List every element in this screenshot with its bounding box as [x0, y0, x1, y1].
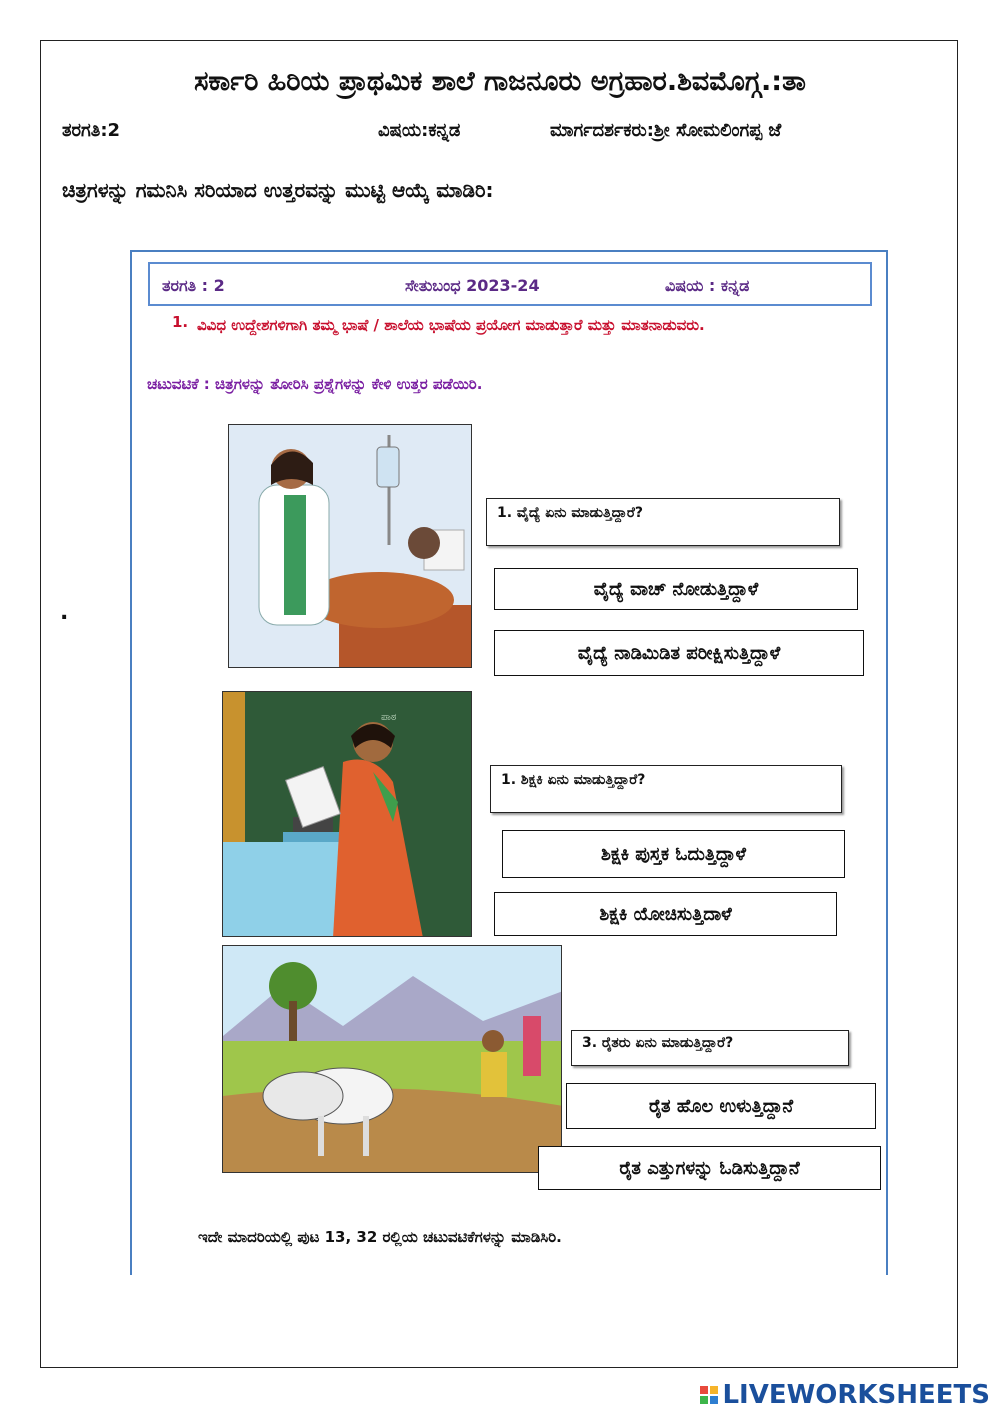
inner-frame-left [130, 250, 132, 1275]
option-teacher-reading[interactable]: ಶಿಕ್ಷಕಿ ಪುಸ್ತಕ ಓದುತ್ತಿದ್ದಾಳೆ [502, 830, 845, 878]
subject-label: ವಿಷಯ:ಕನ್ನಡ [378, 120, 461, 141]
inner-grade: ತರಗತಿ : 2 [162, 276, 225, 295]
option-farmer-ploughing[interactable]: ರೈತ ಹೊಲ ಉಳುತ್ತಿದ್ದಾನೆ [566, 1083, 876, 1129]
doctor-illustration [228, 424, 472, 668]
question-3: 3. ರೈತರು ಏನು ಮಾಡುತ್ತಿದ್ದಾರೆ? [571, 1030, 849, 1066]
board-word: ಪಾಠ [381, 712, 397, 723]
grade-label: ತರಗತಿ:2 [62, 120, 121, 141]
brand-mark-icon [700, 1386, 718, 1404]
instruction-text: ಚಿತ್ರಗಳನ್ನು ಗಮನಿಸಿ ಸರಿಯಾದ ಉತ್ತರವನ್ನು ಮುಟ್ಟಿ ಆಯ್ಕೆ ಮಾಡಿರಿ: [62, 178, 494, 202]
farmer-illustration [222, 945, 562, 1173]
inner-frame-top [130, 250, 888, 252]
objective-number: 1. [172, 313, 189, 331]
teacher-illustration [222, 691, 472, 937]
school-title: ಸರ್ಕಾರಿ ಹಿರಿಯ ಪ್ರಾಥಮಿಕ ಶಾಲೆ ಗಾಜನೂರು ಅಗ್ರಹಾರ.ಶಿವಮೊಗ್ಗ.:ತಾ [194, 66, 806, 97]
option-doctor-watch[interactable]: ವೈದ್ಯೆ ವಾಚ್ ನೋಡುತ್ತಿದ್ದಾಳೆ [494, 568, 858, 610]
option-doctor-pulse[interactable]: ವೈದ್ಯೆ ನಾಡಿಮಿಡಿತ ಪರೀಕ್ಷಿಸುತ್ತಿದ್ದಾಳೆ [494, 630, 864, 676]
question-1: 1. ವೈದ್ಯೆ ಏನು ಮಾಡುತ್ತಿದ್ದಾರೆ? [486, 498, 840, 546]
footer-note: ಇದೇ ಮಾದರಿಯಲ್ಲಿ ಪುಟ 13, 32 ರಲ್ಲಿಯ ಚಟುವಟಿಕೆಗಳನ್ನು ಮಾಡಿಸಿರಿ. [198, 1228, 562, 1246]
objective-text: ವಿವಿಧ ಉದ್ದೇಶಗಳಿಗಾಗಿ ತಮ್ಮ ಭಾಷೆ / ಶಾಲೆಯ ಭಾಷೆಯ ಪ್ರಯೋಗ ಮಾಡುತ್ತಾರೆ ಮತ್ತು ಮಾತನಾಡುವರು. [197, 316, 705, 334]
stray-dot: . [60, 600, 69, 625]
liveworksheets-logo [700, 1380, 990, 1410]
inner-subject: ವಿಷಯ : ಕನ್ನಡ [665, 276, 750, 295]
question-2: 1. ಶಿಕ್ಷಕಿ ಏನು ಮಾಡುತ್ತಿದ್ದಾರೆ? [490, 765, 842, 813]
inner-program: ಸೇತುಬಂಧ 2023-24 [405, 276, 540, 295]
activity-text: ಚಟುವಟಿಕೆ : ಚಿತ್ರಗಳನ್ನು ತೋರಿಸಿ ಪ್ರಶ್ನೆಗಳನ್ನು ಕೇಳಿ ಉತ್ತರ ಪಡೆಯಿರಿ. [147, 375, 483, 393]
guide-label: ಮಾರ್ಗದರ್ಶಕರು:ಶ್ರೀ ಸೋಮಲಿಂಗಪ್ಪ ಜೆ [550, 120, 782, 141]
option-teacher-thinking[interactable]: ಶಿಕ್ಷಕಿ ಯೋಚಿಸುತ್ತಿದಾಳೆ [494, 892, 837, 936]
option-farmer-driving-bulls[interactable]: ರೈತ ಎತ್ತುಗಳನ್ನು ಓಡಿಸುತ್ತಿದ್ದಾನೆ [538, 1146, 881, 1190]
brand-name: LIVEWORKSHEETS [722, 1380, 990, 1410]
inner-frame-right [886, 250, 888, 1275]
